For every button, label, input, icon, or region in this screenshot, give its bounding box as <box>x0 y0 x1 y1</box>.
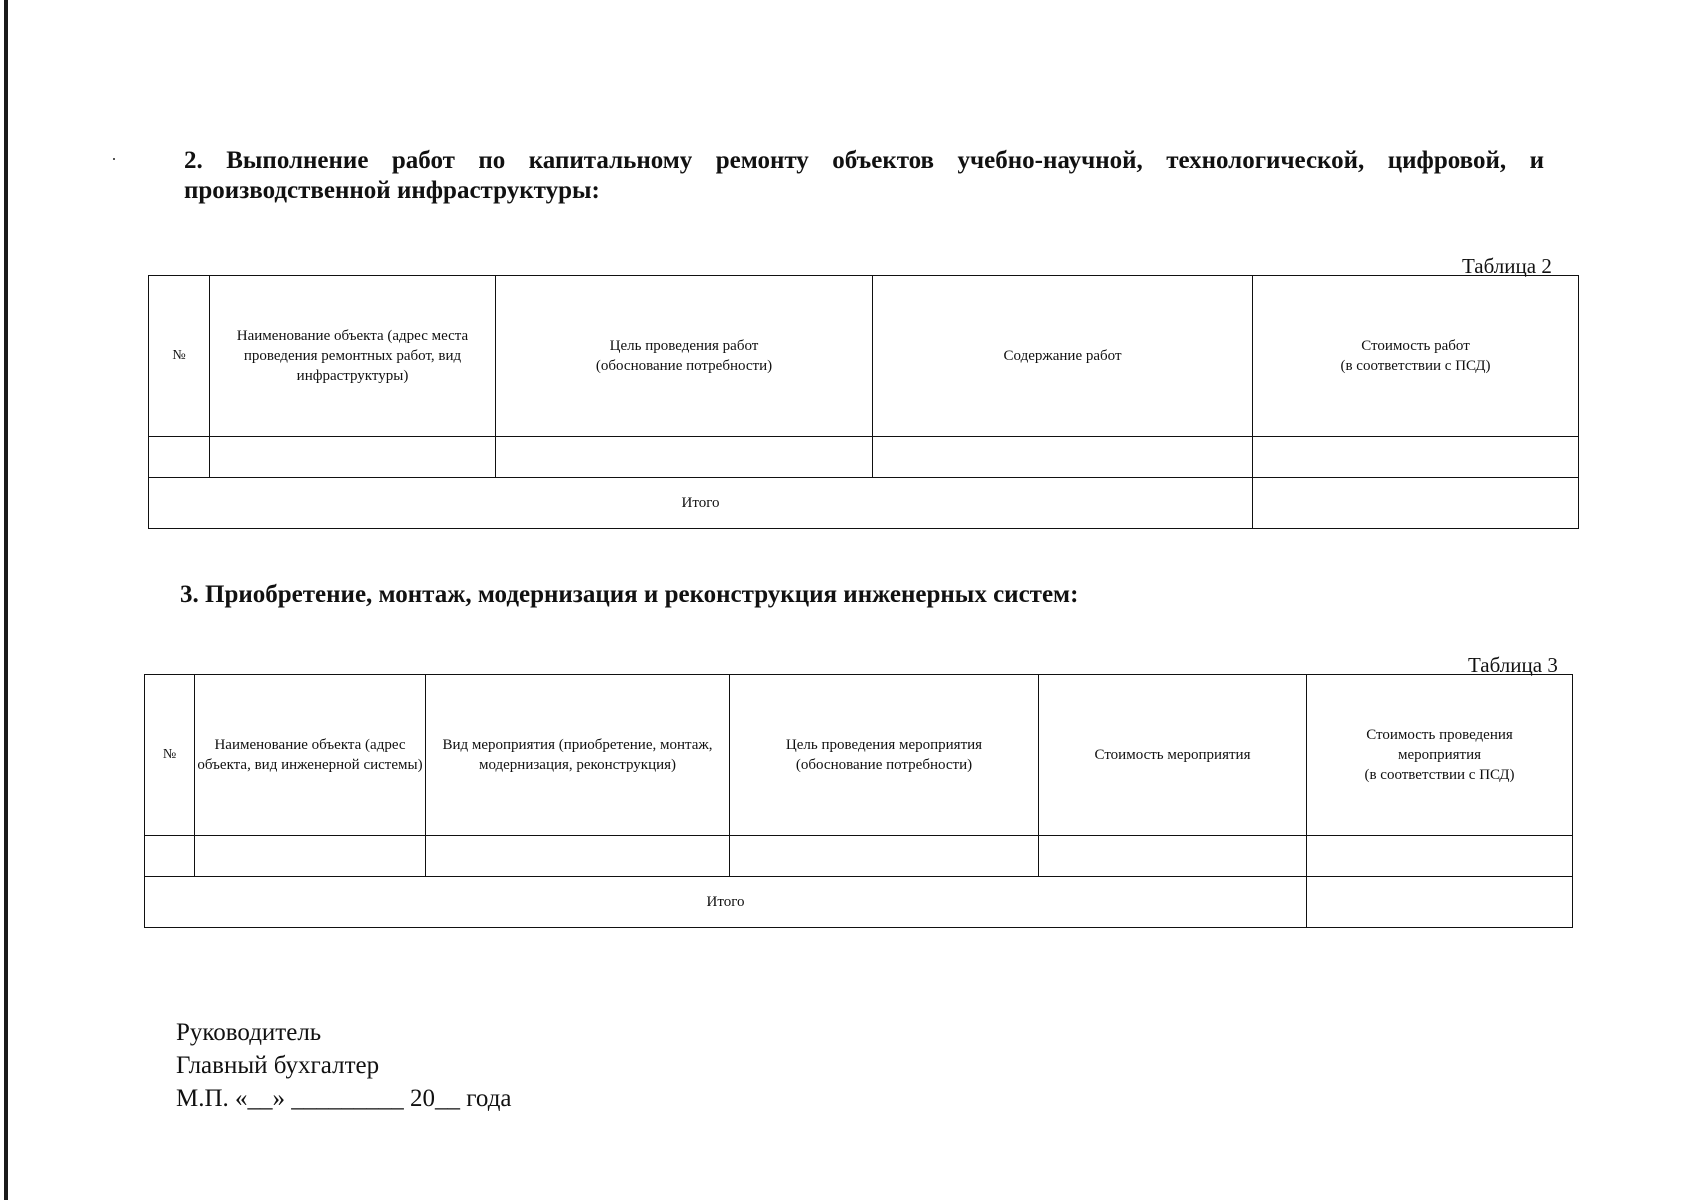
section-3-heading: 3. Приобретение, монтаж, модернизация и реконструкция инженерных систем: <box>180 581 1079 608</box>
t3-col-measure-type: Вид мероприятия (приобретение, монтаж, модернизация, реконструкция) <box>426 675 730 836</box>
t3-col-cost-psd: Стоимость проведения мероприятия (в соответствии с ПСД) <box>1307 675 1573 836</box>
t2-cell[interactable] <box>210 437 496 478</box>
t2-col-purpose: Цель проведения работ (обоснование потребности) <box>496 276 873 437</box>
t2-col-work-content: Содержание работ <box>873 276 1253 437</box>
t3-cell[interactable] <box>426 836 730 877</box>
table-row <box>145 836 1573 877</box>
t2-total-label: Итого <box>149 478 1253 529</box>
table-2-header-row <box>149 276 1579 437</box>
t2-col-object-name: Наименование объекта (адрес места проведения ремонтных работ, вид инфраструктуры) <box>210 276 496 437</box>
signature-block <box>176 1016 512 1115</box>
t3-col-measure-cost: Стоимость мероприятия <box>1039 675 1307 836</box>
table-row <box>149 437 1579 478</box>
table-2-caption: Таблица 2 <box>1462 254 1552 278</box>
t3-total-label: Итого <box>145 877 1307 928</box>
t3-cell[interactable] <box>195 836 426 877</box>
t2-col-cost: Стоимость работ (в соответствии с ПСД) <box>1253 276 1579 437</box>
chief-accountant-signature-label: Главный бухгалтер <box>176 1052 380 1079</box>
stamp-date-line: М.П. «__» _________ 20__ года <box>176 1085 512 1112</box>
t3-cell[interactable] <box>1039 836 1307 877</box>
table-3 <box>144 674 1573 928</box>
scan-left-edge <box>4 0 8 1200</box>
t3-cell[interactable] <box>730 836 1039 877</box>
t3-total-value[interactable] <box>1307 877 1573 928</box>
t3-col-object-name: Наименование объекта (адрес объекта, вид инженерной системы) <box>195 675 426 836</box>
table-2-total-row <box>149 478 1579 529</box>
table-3-caption: Таблица 3 <box>1468 653 1558 677</box>
t3-col-number: № <box>145 675 195 836</box>
table-2 <box>148 275 1579 529</box>
t2-cell[interactable] <box>149 437 210 478</box>
t3-col-purpose: Цель проведения мероприятия (обоснование потребности) <box>730 675 1039 836</box>
section-2-heading: 2. Выполнение работ по капитальному ремонту объектов учебно-научной, технологической, цифровой, и производственной инфраструктуры: <box>184 147 1544 204</box>
t2-cell[interactable] <box>496 437 873 478</box>
table-3-header-row <box>145 675 1573 836</box>
head-signature-label: Руководитель <box>176 1019 322 1046</box>
table-3-total-row <box>145 877 1573 928</box>
t3-cell[interactable] <box>145 836 195 877</box>
t2-col-number: № <box>149 276 210 437</box>
t2-cell[interactable] <box>1253 437 1579 478</box>
t2-cell[interactable] <box>873 437 1253 478</box>
t3-cell[interactable] <box>1307 836 1573 877</box>
scan-speck <box>113 158 115 160</box>
t2-total-value[interactable] <box>1253 478 1579 529</box>
